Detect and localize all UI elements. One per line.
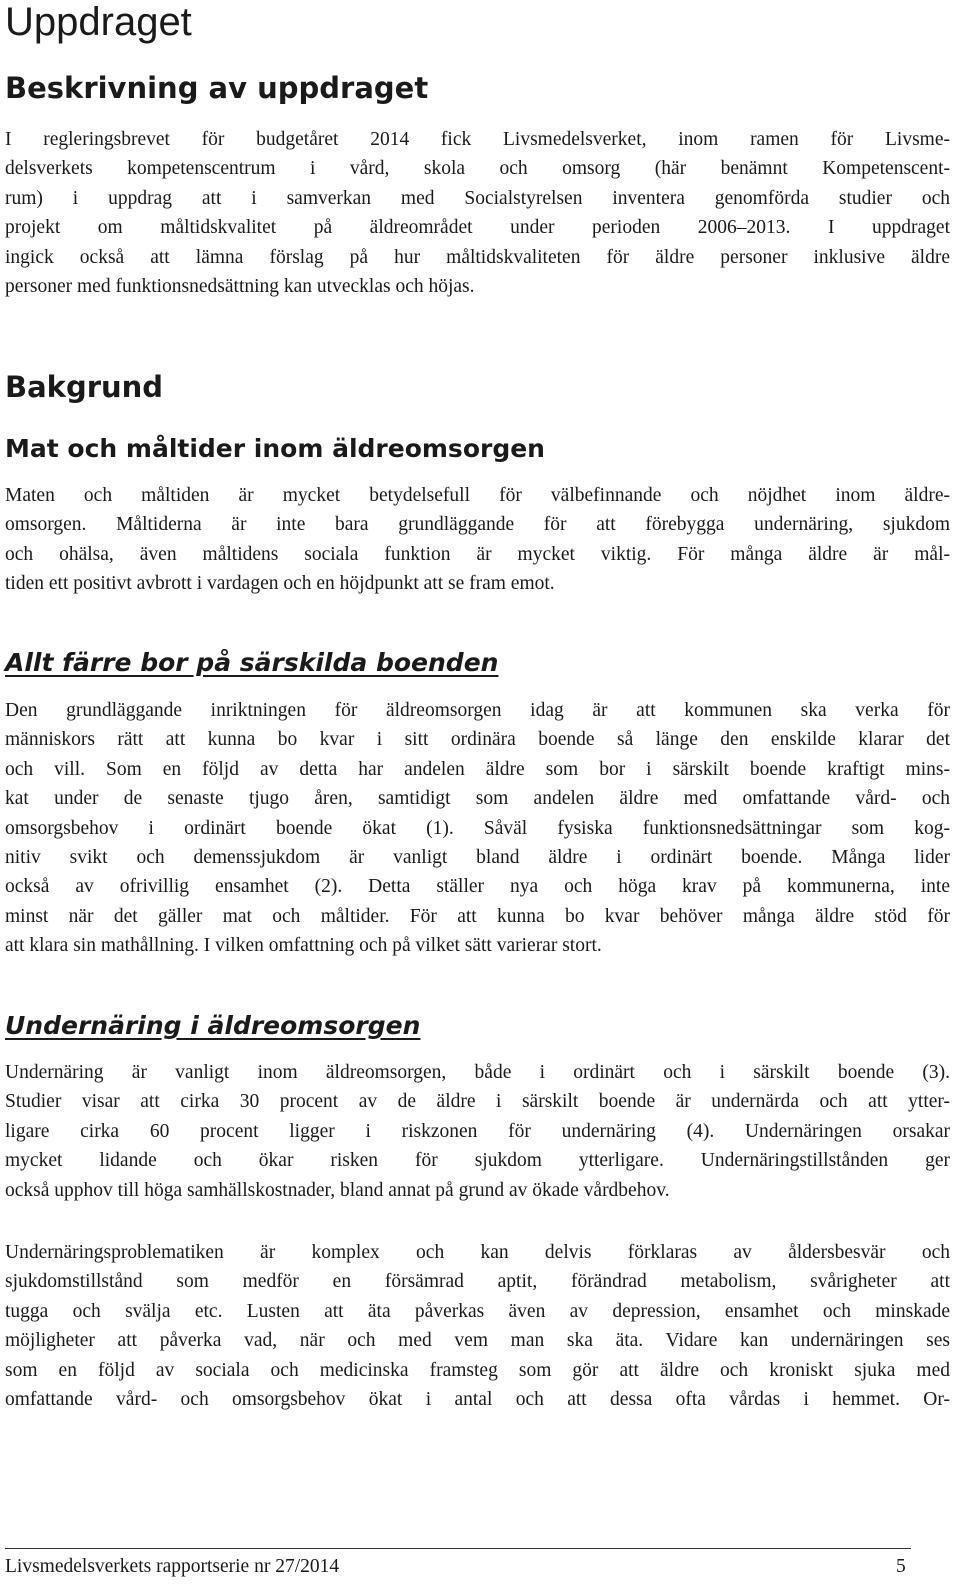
text-line: också av ofrivillig ensamhet (2). Detta ställer nya och höga krav på kommunerna, inte	[5, 876, 950, 898]
section-heading-bakgrund: Bakgrund	[5, 370, 164, 404]
text-line: personer med funktionsnedsättning kan utvecklas och höjas.	[5, 276, 475, 298]
text-line: Den grundläggande inriktningen för äldreomsorgen idag är att kommunen ska verka för	[5, 700, 950, 721]
text-line: sjukdomstillstånd som medför en försämrad aptit, förändrad metabolism, svårigheter att	[5, 1271, 950, 1293]
text-line: ligare cirka 60 procent ligger i riskzonen för undernäring (4). Undernäringen orsakar	[5, 1120, 950, 1142]
text-line: omsorgsbehov i ordinärt boende ökat (1). Såväl fysiska funktionsnedsättningar som kog-	[5, 817, 950, 839]
subheading-mat-och-maltider: Mat och måltider inom äldreomsorgen	[5, 434, 545, 463]
paragraph-allt-farre	[5, 696, 950, 961]
section-heading-beskrivning: Beskrivning av uppdraget	[5, 71, 429, 105]
text-line: tiden ett positivt avbrott i vardagen och en höjdpunkt att se fram emot.	[5, 573, 555, 595]
paragraph-undernaring-2	[5, 1238, 950, 1414]
subheading-undernaring: Undernäring i äldreomsorgen	[5, 1011, 421, 1040]
text-line: Studier visar att cirka 30 procent av de äldre i särskilt boende är undernärda och att ytter-	[5, 1091, 950, 1113]
text-line: tugga och svälja etc. Lusten att äta påverkas även av depression, ensamhet och minskade	[5, 1300, 950, 1322]
text-line: och ohälsa, även måltidens sociala funktion är mycket viktig. För många äldre är mål-	[5, 543, 950, 565]
text-line: som en följd av sociala och medicinska framsteg som gör att äldre och kroniskt sjuka med	[5, 1359, 950, 1381]
text-line: mycket lidande och ökar risken för sjukdom ytterligare. Undernäringstillstånden ger	[5, 1150, 950, 1172]
text-line: människors rätt att kunna bo kvar i sitt ordinära boende så länge den enskilde klarar det	[5, 729, 950, 751]
text-line: delsverkets kompetenscentrum i vård, skola och omsorg (här benämnt Kompetenscent-	[5, 158, 950, 180]
page-title: Uppdraget	[5, 0, 192, 44]
text-line: omsorgen. Måltiderna är inte bara grundläggande för att förebygga undernäring, sjukdom	[5, 514, 950, 536]
text-line: Undernäringsproblematiken är komplex och kan delvis förklaras av åldersbesvär och	[5, 1242, 950, 1263]
text-line: möjligheter att påverka vad, när och med vem man ska äta. Vidare kan undernäringen ses	[5, 1330, 950, 1352]
paragraph-mat-och-maltider	[5, 481, 950, 599]
text-line: I regleringsbrevet för budgetåret 2014 fick Livsmedelsverket, inom ramen för Livsme-	[5, 129, 950, 150]
text-line: kat under de senaste tjugo åren, samtidigt som andelen äldre med omfattande vård- och	[5, 788, 950, 810]
text-line: Maten och måltiden är mycket betydelsefull för välbefinnande och nöjdhet inom äldre-	[5, 485, 950, 506]
paragraph-beskrivning	[5, 125, 950, 301]
text-line: minst när det gäller mat och måltider. För att kunna bo kvar behöver många äldre stöd för	[5, 905, 950, 927]
text-line: och vill. Som en följd av detta har andelen äldre som bor i särskilt boende kraftigt mins-	[5, 758, 950, 780]
footer-series: Livsmedelsverkets rapportserie nr 27/2014	[5, 1556, 340, 1577]
text-line: ingick också att lämna förslag på hur måltidskvaliteten för äldre personer inklusive äldre	[5, 246, 950, 268]
text-line: också upphov till höga samhällskostnader, bland annat på grund av ökade vårdbehov.	[5, 1179, 670, 1201]
page-number: 5	[896, 1556, 906, 1577]
text-line: rum) i uppdrag att i samverkan med Socialstyrelsen inventera genomförda studier och	[5, 187, 950, 209]
paragraph-undernaring-1	[5, 1058, 950, 1205]
text-line: Undernäring är vanligt inom äldreomsorgen, både i ordinärt och i särskilt boende (3).	[5, 1062, 950, 1083]
subheading-allt-farre: Allt färre bor på särskilda boenden	[5, 648, 499, 677]
text-line: nitiv svikt och demenssjukdom är vanligt bland äldre i ordinärt boende. Många lider	[5, 847, 950, 869]
footer-divider	[5, 1548, 911, 1549]
text-line: projekt om måltidskvalitet på äldreområdet under perioden 2006–2013. I uppdraget	[5, 217, 950, 239]
text-line: omfattande vård- och omsorgsbehov ökat i antal och att dessa ofta vårdas i hemmet. Or-	[5, 1389, 950, 1411]
text-line: att klara sin mathållning. I vilken omfattning och på vilket sätt varierar stort.	[5, 935, 602, 957]
